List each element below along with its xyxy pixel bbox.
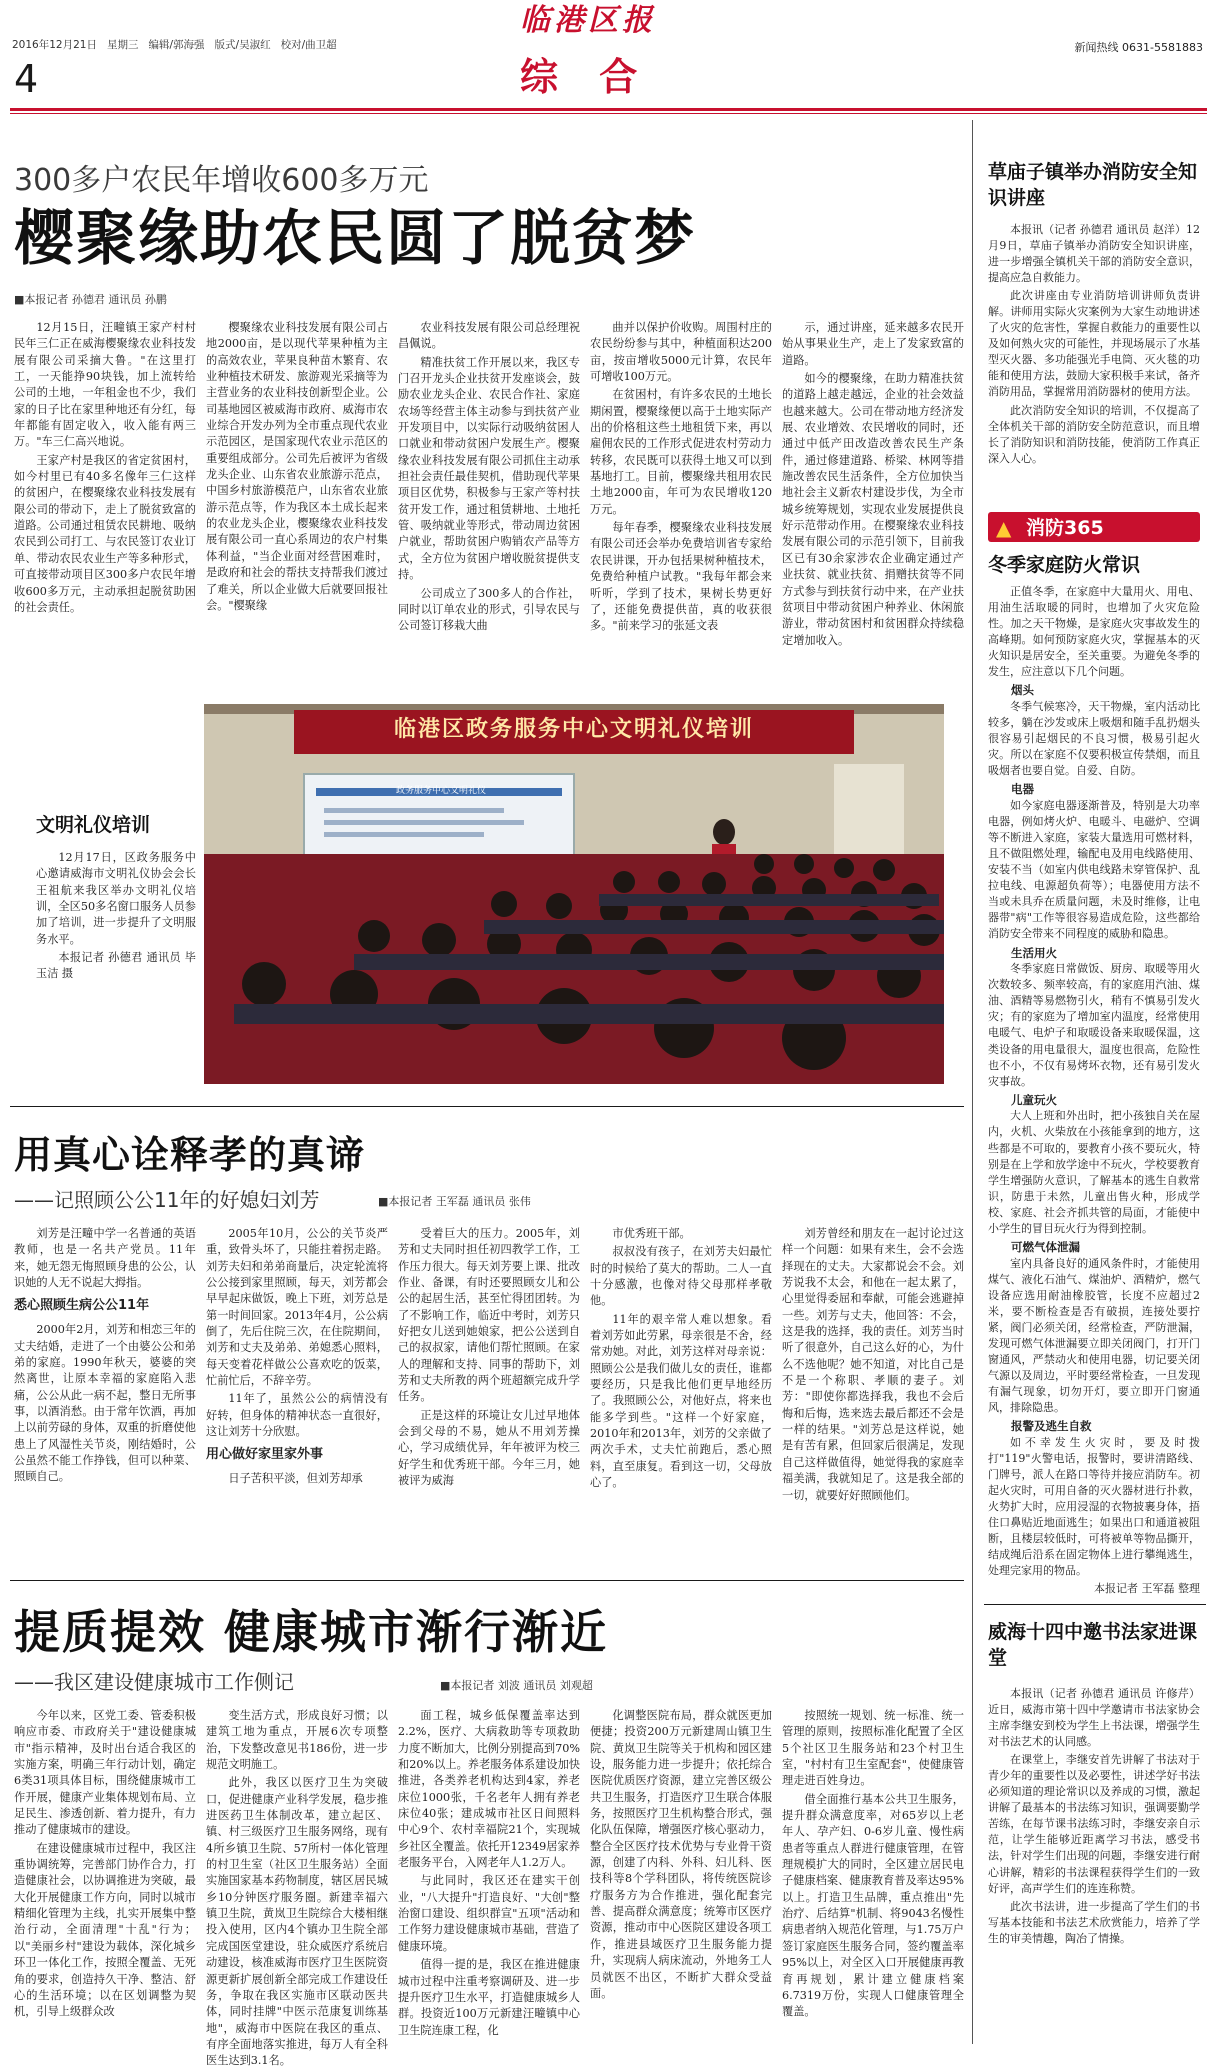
sidebar-rule [984,1604,1206,1605]
section-title: 综 合 [520,54,652,99]
lead-col3-p1: 农业科技发展有限公司总经理祝昌佩说。 [398,321,580,351]
lead-column-2 [206,320,388,682]
masthead-info-line [12,38,337,53]
health-col5-p1: 按照统一规划、统一标准、统一管理的原则，按照标准化配置了全区5个社区卫生服务站和23个村卫生室，"村村有卫生室配套"，使健康管理走进百姓身边。 [782,1709,964,1788]
calligraphy-headline: 威海十四中邀书法家进课堂 [988,1621,1198,1669]
calligraphy-p2: 在课堂上，李继安首先讲解了书法对于青少年的重要性以及必要性，讲述学好书法必须知道的理论常识以及养成的习惯，激起讲解了最基本的书法练习知识，强调要勤学苦练，在每节课书法练习时，李继安亲自示范，让学生能够近距离学习书法，感受书法，针对学生们出现的问题，李继安进行耐心讲解，精彩的书法课程获得学生们的一致好评，高声学生们的连连称赞。 [988,1753,1200,1895]
lead-column-3 [398,320,580,682]
lead-byline: ■本报记者 孙德君 通讯员 孙鹏 [14,293,167,306]
fire365-column-logo [988,512,1200,542]
caption-title: 文明礼仪培训 [36,814,151,836]
newspaper-logo: 临港区报 [520,3,656,38]
winter-item-4-heading: 儿童玩火 [1011,1092,1057,1107]
health-col4-p1: 化调整医院布局，群众就医更加便捷；投资200万元新建周山镇卫生院、黄岚卫生院等关于机构和园区建设，服务能力进一步提升；依托综合医院优质医疗资源，建立完善区级公共卫生服务，打造医疗卫生联合体服务，按照医疗卫生机构整合形式，强化队伍保障，增强医疗核心驱动力，整合全区医疗技术优势与专业骨干资源，创建了内科、外科、妇儿科、医技科等8个学科团队，将传统医院诊疗服务方为合作推进，强化配套完善、提高群众满意度；统筹市区医疗资源，推动市中心医院区建设各项工作，推进县域医疗卫生服务能力提升，实现病人病床流动，外地务工人员就医不出区，不断扩大群众受益面。 [590,1709,772,2000]
lead-col1-p1: 12月15日，汪疃镇王家产村村民年三仁正在威海樱聚缘农业科技发展有限公司采摘大鲁。"在这里打工，一天能挣90块钱，加上流转给公司的土地，一年租金也不少，我们家的日子比在家里种地还有分红，每年都能有固定收入，收入能有两三万。"车三仁高兴地说。 [14,321,196,449]
filial-col3-p1: 受着巨大的压力。2005年，刘芳和丈夫同时担任初四教学工作，工作压力很大。每天刘芳要上课、批改作业、备课，有时还要照顾女儿和公公的起居生活，甚至忙得团团转。为了不影响工作，临近中考时，刘芳只好把女儿送到她娘家，把公公送到自己的叔叔家，请他们帮忙照顾。在家人的理解和支持、同事的帮助下，刘芳和丈夫所教的两个班超额完成升学任务。 [398,1227,580,1404]
filial-col2-p2: 11年了，虽然公公的病情没有好转，但身体的精神状态一直很好，这让刘芳十分欣慰。 [206,1392,388,1439]
health-col3-p1: 面工程，城乡低保覆盖率达到2.2%，医疗、大病救助等专项救助力度不断加大，比例分别提高到70%和20%以上。养老服务体系建设加快推进，各类养老机构达到4家，养老床位1000张，千名老年人拥有养老床位40张；建成城市社区日间照料中心9个、农村幸福院21个，实现城乡社区全覆盖。依托开12349居家养老服务平台，入网老年人1.2万人。 [398,1709,580,1870]
filial-col1-p2: 2000年2月，刘芳和相恋三年的丈夫结婚，走进了一个由婆公公和弟弟的家庭。1990年秋天，婆婆的突然离世，让原本幸福的家庭陷入悲痛，公公从此一病不起，整日无所事事，以酒消愁。由于常年饮酒，再加上以前劳碌的身体，双重的折磨使他患上了风湿性关节炎，刚结婚时，公公虽然不能工作挣钱，但可以种菜、照顾自己。 [14,1323,196,1484]
lead-col3-p3: 公司成立了300多人的合作社，同时以订单农业的形式，引导农民与公司签订移栽大曲 [398,586,580,633]
caption-byline: 本报记者 孙德君 通讯员 毕玉洁 摄 [36,951,196,981]
filial-headline: 用真心诠释孝的真谛 [14,1132,366,1177]
calligraphy-body [988,1686,1200,2044]
filial-column-3 [398,1226,580,1564]
filial-col2-p3: 日子苦积平淡，但刘芳却承 [228,1472,363,1486]
winter-item-4-text: 大人上班和外出时，把小孩独自关在屋内，火机、火柴放在小孩能拿到的地方，这些都是不可取的，要教育小孩不要玩火，特别是在上学和放学途中不玩火，学校要教育学生增强防火意识，了解基本的逃生自救常识，防患于未然，儿童出售火种，形成学校、家庭、社会齐抓共管的局面，才能使中小学生的冒目玩火行为得到控制。 [988,1109,1200,1235]
training-photo [204,704,944,1084]
proofreader: 校对/曲卫超 [280,39,337,51]
section-rule-1 [10,1106,964,1107]
page-number: 4 [14,57,39,101]
health-col3-p2: 与此同时，我区还在建实干创业，"八大提升"打造良好、"大创"整治窗口建设、组织群宣"五项"活动和工作努力建设健康城市基础，营造了健康环境。 [398,1874,580,1953]
winter-intro: 正值冬季，在家庭中大量用火、用电、用油生活取暖的同时，也增加了火灾危险性。加之天干物燥，是家庭火灾事故发生的高峰期。如何预防家庭火灾，掌握基本的灭火知识是居安全，至关重要。为避免冬季的发生，应注意以下几个问题。 [988,585,1200,679]
date: 2016年12月21日 [12,39,97,51]
fire-lecture-p2: 此次讲座由专业消防培训讲师负责讲解。讲师用实际火灾案例为大家生动地讲述了火灾的危害性，掌握自救能力的重要性以及如何熟火灾的可能性，并现场展示了水基型灭火器、多功能强光手电筒、灭火毯的功能和使用方法，鼓励大家积极手来试，备齐消防用品，掌握常用消防器材的使用方法。 [988,289,1200,399]
masthead-rule-thin [10,113,1207,114]
lead-col4-p2: 在贫困村，有许多农民的土地长期闲置，樱聚缘便以高于土地实际产出的价格租这些土地租赁下来，再以雇佣农民的工作形式促进农村劳动力转移，农民既可以获得土地又可以到基地打工。目前，樱聚缘共租用农民土地2000亩，年可为农民增收120万元。 [590,388,772,516]
sidebar-divider [972,120,973,2044]
winter-fire-headline: 冬季家庭防火常识 [988,554,1141,576]
health-col2-p1: 变生活方式，形成良好习惯；以建筑工地为重点，开展6次专项整治，下发整改意见书186份，进一步规范文明施工。 [206,1709,388,1772]
filial-col3-p2: 正是这样的环境让女儿过早地体会到父母的不易，她从不用刘芳操心，学习成绩优异，年年被评为校三好学生和优秀班干部。今年三月，她被评为威海 [398,1408,580,1488]
health-col5-p2: 借全面推行基本公共卫生服务，提升群众满意度率，对65岁以上老年人、孕产妇、0-6岁儿童、慢性病患者等重点人群进行健康管理，在管理规模扩大的同时，全区建立居民电子健康档案、健康教育普及率达95%以上。打造卫生品牌，重点推出"先治疗、后结算"机制、将9043名慢性病患者纳入规范化管理，与1.75万户签订家庭医生服务合同，签约覆盖率95%以上，对全区入口开展健康再教育再规划，累计建立健康档案6.7319万份，实现人口健康管理全覆盖。 [782,1792,964,2019]
health-col3-p3: 值得一提的是，我区在推进健康城市过程中注重考察调研及、进一步提升医疗卫生水平，打造健康城乡人群。投资近100万元新建汪疃镇中心卫生院连康工程，化 [398,1958,580,2037]
filial-col5-p1: 刘芳曾经和朋友在一起讨论过这样一个问题：如果有来生，会不会选择现在的丈夫。大家都说会不会。刘芳说我不太会，和他在一起太累了，心里觉得委屈和奉献，可能会逃避掉一些。刘芳与丈夫，他回答：不会，这是我的选择，我的责任。刘芳当时听了很意外，自己这么好的心，为什么不选他呢？她不知道，对比自己是不是一个称职、孝顺的妻子。刘芳："即使你都选择我，我也不会后悔和后悔，选来选去最后都还不会是一样的结果。"刘芳总是这样说，她是有苦有累，但回家后很满足，发现自己这样做值得，她觉得我的家庭幸福美满，我就知足了。这是我全部的一切，就要好好照顾他们。 [782,1227,964,1502]
health-column-2 [206,1708,388,2068]
training-photo-illustration [204,704,944,1084]
health-col1-p1: 今年以来，区党工委、管委积极响应市委、市政府关于"建设健康城市"指示精神，及时出台适合我区的实施方案，明确三年行动计划，确定6类31项具体目标，围绕健康城市工作开展，健康产业集体规划布局、立足民生、渗透创新、着力提升，有力推动了健康城市的建设。 [14,1709,196,1837]
lead-kicker: 300多户农民年增收600多万元 [14,163,429,198]
filial-col2-p1: 2005年10月，公公的关节炎严重，致骨头坏了，只能拄着拐走路。刘芳夫妇和弟弟商量后，决定轮流将公公接到家里照顾，每天，刘芳都会早早起床做饭，晚上下班，刘芳总是第一时间回家。2013年4月，公公病倒了，先后住院三次，在住院期间，刘芳和丈夫及弟弟、弟媳悉心照料，每天变着花样做公公喜欢吃的饭菜，忙前忙后，不辞辛劳。 [206,1227,388,1388]
health-column-1 [14,1708,196,2044]
winter-fire-body [988,584,1200,1594]
winter-item-5-heading: 可燃气体泄漏 [1011,1239,1080,1254]
calligraphy-p1: 本报讯（记者 孙德君 通讯员 许修芹）近日，威海市第十四中学邀请市书法家协会主席李继安到校为学生上书法课，增强学生对书法艺术的认同感。 [988,1687,1200,1749]
weekday: 星期三 [106,39,139,51]
caption-body: 12月17日，区政务服务中心邀请威海市文明礼仪协会会长王祖航来我区举办文明礼仪培训，全区50多名窗口服务人员参加了培训，进一步提升了文明服务水平。 [36,851,196,946]
photo-caption [36,850,196,1000]
lead-col1-p2: 王家产村是我区的省定贫困村，如今村里已有40多名像年三仁这样的贫困户，在樱聚缘农业科技发展有限公司的带动下，走上了脱贫致富的道路。公司通过租赁农民耕地、吸纳农民到公司打工、与农民签订农业订单、带动农民农业生产等多种形式，可直接带动项目区300多户农民年增收600多万元，主动承担起脱贫助困的社会责任。 [14,453,196,614]
filial-column-1 [14,1226,196,1564]
filial-byline: ■本报记者 王军磊 通讯员 张伟 [378,1195,531,1208]
health-column-4 [590,1708,772,2044]
filial-subtitle: ——记照顾公公11年的好媳妇刘芳 [14,1188,320,1212]
winter-item-5-text: 室内具备良好的通风条件时，才能使用煤气、液化石油气、煤油炉、酒精炉，燃气设备应选用耐油橡胶管，长度不应超过2米，要不断检查是否有破损，连接处要拧紧，阀门必须关闭，经常检查，严防泄漏，发现可燃气体泄漏要立即关闭阀门，打开门窗通风，严禁动火和使用电器，切记要关闭气源以及周边，平时要经常检查，一旦发现有漏气现象，切勿开灯，要立即开门窗通风，排除隐患。 [988,1256,1200,1415]
winter-item-3-text: 冬季家庭日常做饭、厨房、取暖等用火次数较多、频率较高，有的家庭用汽油、煤油、酒精等易燃物引火，稍有不慎易引发火灾；有的家庭为了增加室内温度，经常使用电暖气、电炉子和取暖设备来取暖保温，这类设备的用电量很大，温度也很高，危险性也不小，不仅有易烤坏衣物，还有易引发火灾事故。 [988,962,1200,1088]
screen-text: 政务服务中心文明礼仪 [395,786,486,796]
lead-col3-p2: 精准扶贫工作开展以来，我区专门召开龙头企业扶贫开发座谈会，鼓励农业龙头企业、农民合作社、家庭农场等经营主体主动参与到扶贫产业开发项目中，以实际行动吸纳贫困人口就业和带动贫困户发展生产。樱聚缘农业科技发展有限公司抓住主动承担社会责任最佳契机，借助现代苹果项目区优势，积极参与王家产等村扶贫开发工作，通过租赁耕地、土地托管、吸纳就业等形式，带动周边贫困户就业，帮助贫困户购销农产品等方式，全方位为贫困户增收脱贫提供支持。 [398,355,580,582]
lead-column-4 [590,320,772,682]
filial-column-4 [590,1226,772,1564]
lead-col4-p3: 每年春季，樱聚缘农业科技发展有限公司还会举办免费培训省专家给农民讲课，开办包括果树种植技术，免费给种植户试教。"我每年都会来听听，学到了技术，果树长势更好了，还能免费提供苗，真的收获很多。"前来学习的张延文表 [590,521,772,633]
winter-item-2-text: 如今家庭电器逐渐普及，特别是大功率电器，例如烤火炉、电暖斗、电磁炉、空调等不断进入家庭，家装大量选用可燃材料，且不做阻燃处理，输配电及用电线路使用、安装不当（如室内供电线路未穿管保护、乱拉电线、电源超负荷等）；电器使用方法不当或未具乔在质量问题，未及时维修，让电器带"病"工作等很容易造成危险，这些都给消防安全带来不同程度的威胁和隐患。 [988,799,1200,941]
masthead-rule-thick [10,108,1207,111]
winter-item-6-text: 如不幸发生火灾时，要及时拨打"119"火警电话，报警时，要讲清路线、门牌号，派人在路口等待并接应消防车。初起火灾时，可用自备的灭火器材进行扑救，火势扩大时，应用浸湿的衣物披裹身体，捂住口鼻贴近地面逃生；如果出口和通道被阻断，且楼层较低时，可将被单等物品撕开，结成绳后沿系在固定物体上进行攀绳逃生，处理完家用的物品。 [988,1435,1200,1578]
filial-column-5 [782,1226,964,1564]
lead-col4-p1: 曲并以保护价收购。周围村庄的农民纷纷参与其中，种植面积达200亩，按亩增收5000元计算，农民年可增收100万元。 [590,321,772,384]
health-byline: ■本报记者 刘波 通讯员 刘观超 [440,1679,593,1692]
instructor [713,819,735,845]
fire-lecture-body [988,222,1200,504]
winter-item-1-text: 冬季气候寒冷，天干物燥，室内活动比较多，躺在沙发或床上吸烟和随手乱扔烟头很容易引起烟民的不良习惯，极易引起火灾。所以在家庭不仅要积极宣传禁烟，而且吸烟者也要自觉。自爱、自防。 [988,700,1200,778]
winter-credit: 本报记者 王军磊 整理 [1094,1582,1200,1596]
filial-col4-p3: 11年的艰辛常人难以想象。看着刘芳如此劳累，母亲很是不舍，经常劝她。对此，刘芳这样对母亲说：照顾公公是我们做儿女的责任，谁都要经历，只是我比他们更早地经历了。我照顾公公，对他好点，将来也能多学到些。"这样一个好家庭，2010年和2013年，刘芳的父亲做了两次手术，丈夫忙前跑后，悉心照料，直至康复。看到这一切，父母放心了。 [590,1312,772,1490]
section-rule-2 [10,1580,964,1581]
lead-col5-p1: 示，通过讲座，延来越多农民开始从事果业生产，走上了发家致富的道路。 [782,321,964,367]
calligraphy-p3: 此次书法讲，进一步提高了学生们的书写基本技能和书法艺术欣赏能力，培养了学生的审美情趣，陶冶了情操。 [988,1899,1200,1945]
winter-item-6-heading: 报警及逃生自救 [1011,1419,1092,1434]
health-column-5 [782,1708,964,2044]
winter-item-1-heading: 烟头 [1011,683,1034,698]
editor: 编辑/郭海强 [148,39,205,51]
layout-editor: 版式/吴淑红 [214,39,271,51]
fire365-label: 消防365 [1026,517,1104,539]
filial-col1-p1: 刘芳是汪疃中学一名普通的英语教师，也是一名共产党员。11年来，她无怨无悔照顾身患的公公，认识她的人无不说起大拇指。 [14,1227,196,1290]
lead-column-1 [14,320,196,682]
fire-lecture-p3: 此次消防安全知识的培训，不仅提高了全体机关干部的消防安全防范意识，而且增长了消防知识和消防技能，使消防工作真正深入人心。 [988,403,1200,465]
filial-col4-p1: 市优秀班干部。 [612,1227,691,1240]
fire-lecture-p1: 本报讯（记者 孙德君 通讯员 赵洋）12月9日，草庙子镇举办消防安全知识讲座，进一步增强全镇机关干部的消防安全意识，提高应急自救能力。 [988,223,1200,285]
fire-lecture-headline: 草庙子镇举办消防安全知识讲座 [988,161,1198,209]
filial-col4-p2: 叔叔没有孩子，在刘芳夫妇最忙时的时候给了莫大的帮助。二人一直十分感激，也像对待父母那样孝敬他。 [590,1245,772,1308]
filial-subhead-1: 悉心照顾生病公公11年 [14,1298,150,1314]
health-column-3 [398,1708,580,2044]
lead-column-5 [782,320,964,682]
winter-item-2-heading: 电器 [1011,782,1034,797]
lead-col5-p2: 如今的樱聚缘，在助力精准扶贫的道路上越走越远，企业的社会效益也越来越大。公司在带动地方经济发展、农业增效、农民增收的同时，还通过中低产田改造改善农民生产条件，通过修建道路、桥梁、林网等措施改善农民生活条件，全方位加快当地社会主义新农村建设步伐，为全市城乡统筹规划，实现农业发展提供良好示范带动作用。在樱聚缘农业科技发展有限公司的示范引领下，目前我区已有30余家涉农企业确定通过产业扶贫、就业扶贫、捐赠扶贫等不同方式参与到扶贫行动中来，在产业扶贫项目中带动贫困户种养业、休闲旅游业，带动贫困村和贫困群众持续稳定增加收入。 [782,372,964,647]
news-hotline: 新闻热线 0631-5581883 [1074,41,1203,54]
flame-icon: ▲ [996,516,1012,540]
health-col2-p2: 此外，我区以医疗卫生为突破口，促进健康产业科学发展，稳步推进医药卫生体制改革，建立起区、镇、村三级医疗卫生服务网络，现有4所乡镇卫生院、57所村一体化管理的村卫生室（社区卫生服务站）全面实施国家基本药物制度，辖区居民城乡10分钟医疗服务圈。新建幸福六镇卫生院，黄岚卫生院综合大楼相继投入使用，区内4个镇办卫生院全部完成国医堂建设，驻众威医疗系统启动建设，核准威海市医疗卫生医院资源更新扩展创新全部完成工作建设任务，争取在我区实施市区联动医共体，同时挂牌"中医示范康复训练基地"，威海市中医院在我区的重点、有序全面地落实推进，每万人有全科医生达到3.1名。 [206,1776,388,2068]
lead-col2-p1: 樱聚缘农业科技发展有限公司占地2000亩，是以现代苹果种植为主的高效农业，苹果良种苗木繁育、农业种植技术研发、旅游观光采摘等为主营业务的农业科技创新型企业。公司基地园区被威海市政府、威海市农业综合开发办列为全市重点现代农业示范园区，是国家现代农业示范区的重要组成部分。公司先后被评为省级龙头企业、山东省农业旅游示范点，中国乡村旅游模范户，山东省农业旅游示范点等，作为我区本土成长起来的农业龙头企业，樱聚缘农业科技发展有限公司一直心系周边的农户村集体利益，"当企业面对经营困难时，是政府和社会的帮扶支持帮我们渡过了难关，所以企业做大后就要回报社会。"樱聚缘 [206,321,388,612]
lead-headline: 樱聚缘助农民圆了脱贫梦 [14,204,696,274]
health-col1-p2: 在建设健康城市过程中，我区注重协调统筹，完善部门协作合力，打造健康社会，以协调推进为突破，最大化开展健康工作方向，同时以城市精细化管理为主线，扎实开展集中整治行动，全面清理"十乱"行为；以"美丽乡村"建设为载体，深化城乡环卫一体化工作，按照全覆盖、无死角的要求，创造持久干净、整洁、舒心的生活环境；以在区划调整为契机，引导上级群众改 [14,1841,196,2019]
health-subtitle: ——我区建设健康城市工作侧记 [14,1670,294,1694]
filial-column-2 [206,1226,388,1564]
banner-text: 临港区政务服务中心文明礼仪培训 [393,716,754,742]
filial-subhead-2: 用心做好家里家外事 [206,1447,324,1463]
health-headline: 提质提效 健康城市渐行渐近 [14,1605,609,1659]
winter-item-3-heading: 生活用火 [1011,945,1057,960]
